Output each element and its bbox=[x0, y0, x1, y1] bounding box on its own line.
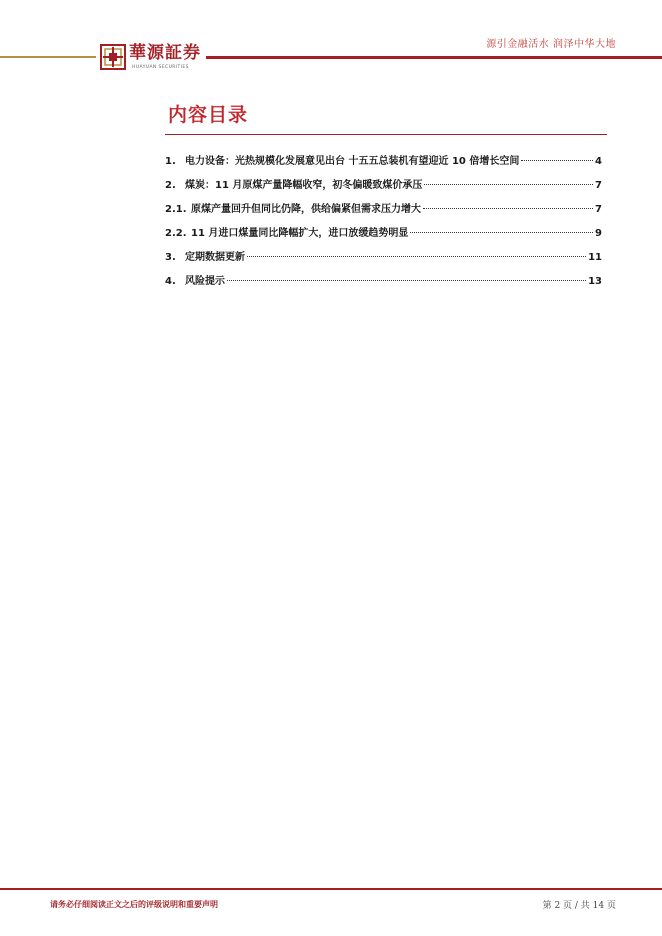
footer-rule bbox=[0, 888, 662, 890]
toc-entry-3[interactable] bbox=[165, 248, 602, 272]
toc-leader-dots bbox=[410, 232, 593, 233]
toc-entry-page: 4 bbox=[595, 156, 602, 167]
header-red-rule bbox=[206, 56, 662, 59]
toc-entry-number: 4. bbox=[165, 276, 176, 287]
toc-entry-2[interactable] bbox=[165, 176, 602, 200]
toc-entry-2-1[interactable] bbox=[165, 200, 602, 224]
toc-leader-dots bbox=[521, 160, 593, 161]
toc-entry-number: 2.2. bbox=[165, 228, 187, 239]
toc-entry-title: 煤炭：11 月原煤产量降幅收窄，初冬偏暖致煤价承压 bbox=[185, 180, 423, 191]
toc-leader-dots bbox=[227, 280, 586, 281]
toc-entry-page: 11 bbox=[588, 252, 602, 263]
toc-entry-title: 定期数据更新 bbox=[185, 252, 245, 263]
toc-entry-number: 1. bbox=[165, 156, 176, 167]
logo-mark-icon bbox=[100, 44, 126, 70]
footer-page-number: 第 2 页 / 共 14 页 bbox=[542, 901, 616, 911]
toc-entry-page: 9 bbox=[595, 228, 602, 239]
toc-leader-dots bbox=[424, 184, 593, 185]
toc-entry-title: 风险提示 bbox=[185, 276, 225, 287]
toc-entry-number: 2.1. bbox=[165, 204, 187, 215]
toc-entry-page: 13 bbox=[588, 276, 602, 287]
toc-list bbox=[165, 152, 602, 296]
toc-entry-number: 3. bbox=[165, 252, 176, 263]
toc-entry-number: 2. bbox=[165, 180, 176, 191]
toc-entry-4[interactable] bbox=[165, 272, 602, 296]
toc-entry-title: 11 月进口煤量同比降幅扩大，进口放缓趋势明显 bbox=[191, 228, 409, 239]
company-logo bbox=[100, 43, 204, 73]
toc-title: 内容目录 bbox=[168, 104, 249, 126]
toc-entry-page: 7 bbox=[595, 204, 602, 215]
header-gold-rule bbox=[0, 56, 96, 58]
toc-entry-title: 电力设备：光热规模化发展意见出台 十五五总装机有望迎近 10 倍增长空间 bbox=[185, 156, 520, 167]
toc-entry-2-2[interactable] bbox=[165, 224, 602, 248]
logo-name: 華源証券 bbox=[129, 43, 201, 63]
footer-disclaimer: 请务必仔细阅读正文之后的评级说明和重要声明 bbox=[50, 900, 218, 909]
header-slogan: 源引金融活水 润泽中华大地 bbox=[486, 39, 616, 50]
toc-title-rule bbox=[165, 134, 607, 135]
toc-leader-dots bbox=[423, 208, 593, 209]
toc-entry-title: 原煤产量回升但同比仍降，供给偏紧但需求压力增大 bbox=[191, 204, 421, 215]
toc-entry-1[interactable] bbox=[165, 152, 602, 176]
logo-subtitle: HUAYUAN SECURITIES bbox=[132, 65, 189, 70]
toc-leader-dots bbox=[247, 256, 586, 257]
toc-entry-page: 7 bbox=[595, 180, 602, 191]
